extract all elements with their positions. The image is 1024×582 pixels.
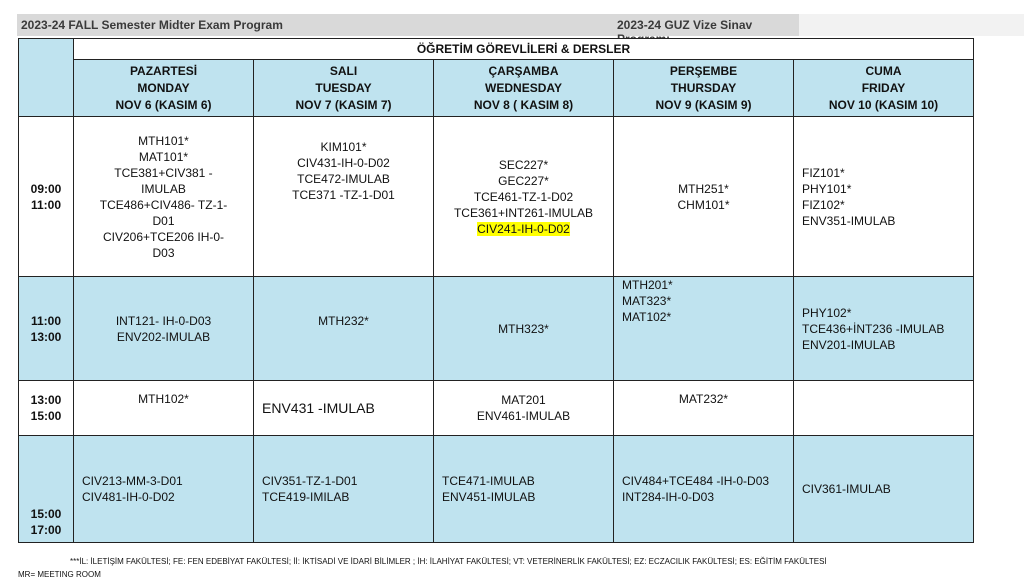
exam-cell-friday-0900: FIZ101* PHY101* FIZ102* ENV351-IMULAB — [794, 117, 974, 277]
day-header-wednesday: ÇARŞAMBA WEDNESDAY NOV 8 ( KASIM 8) — [434, 60, 614, 117]
time-cell: 15:00 17:00 — [19, 436, 74, 543]
exam-cell-tuesday-1100: MTH232* — [254, 277, 434, 381]
slot-row-1500 — [19, 436, 974, 543]
exam-cell-thursday-1300: MAT232* — [614, 381, 794, 436]
exam-schedule-table — [18, 38, 974, 543]
exam-cell-friday-1500: CIV361-IMULAB — [794, 436, 974, 543]
day-header-friday: CUMA FRIDAY NOV 10 (KASIM 10) — [794, 60, 974, 117]
title-bar-extension — [799, 14, 1024, 36]
exam-cell-thursday-0900: MTH251* CHM101* — [614, 117, 794, 277]
exam-cell-wednesday-0900: SEC227* GEC227* TCE461-TZ-1-D02 TCE361+INT261-IMULAB CIV241-IH-0-D02 — [434, 117, 614, 277]
day-header-tuesday: SALI TUESDAY NOV 7 (KASIM 7) — [254, 60, 434, 117]
slot-row-1300 — [19, 381, 974, 436]
exam-cell-tuesday-0900: KIM101* CIV431-IH-0-D02 TCE472-IMULAB TCE371 -TZ-1-D01 — [254, 117, 434, 277]
title-bar — [17, 14, 799, 36]
time-cell: 11:00 13:00 — [19, 277, 74, 381]
program-title-tr: 2023-24 GUZ Vize Sinav — [617, 18, 753, 32]
meeting-room-note: MR= MEETING ROOM — [18, 570, 101, 579]
exam-cell-friday-1300 — [794, 381, 974, 436]
time-cell: 09:00 11:00 — [19, 117, 74, 277]
day-header-monday: PAZARTESİ MONDAY NOV 6 (KASIM 6) — [74, 60, 254, 117]
day-header-row — [19, 60, 974, 117]
exam-cell-monday-1500: CIV213-MM-3-D01 CIV481-IH-0-D02 — [74, 436, 254, 543]
exam-cell-wednesday-1500: TCE471-IMULAB ENV451-IMULAB — [434, 436, 614, 543]
exam-cell-friday-1100: PHY102* TCE436+İNT236 -IMULAB ENV201-IMULAB — [794, 277, 974, 381]
exam-cell-monday-1100: INT121- IH-0-D03 ENV202-IMULAB — [74, 277, 254, 381]
faculty-legend: ***İL: İLETİŞİM FAKÜLTESİ; FE: FEN EDEBİYAT FAKÜLTESİ; İİ: İKTİSADİ VE İDARİ BİLİMLER ; İH: İLAHİYAT FAKÜLTESİ; VT: VETERİNERLİK FAKÜLTESİ; EZ: ECZACILIK FAKÜLTESİ; ES: EĞİTİM FAKÜLTESİ — [70, 557, 827, 566]
slot-row-0900 — [19, 117, 974, 277]
exam-cell-wednesday-1300: MAT201 ENV461-IMULAB — [434, 381, 614, 436]
day-header-thursday: PERŞEMBE THURSDAY NOV 9 (KASIM 9) — [614, 60, 794, 117]
program-title-en: 2023-24 FALL Semester Midter Exam Program — [21, 18, 283, 32]
exam-cell-thursday-1100: MTH201* MAT323* MAT102* — [614, 277, 794, 381]
highlighted-exam: CIV241-IH-0-D02 — [477, 221, 570, 236]
table-title: ÖĞRETİM GÖREVLİLERİ & DERSLER — [74, 39, 974, 60]
exam-cell-wednesday-1100: MTH323* — [434, 277, 614, 381]
exam-cell-tuesday-1500: CIV351-TZ-1-D01 TCE419-IMILAB — [254, 436, 434, 543]
slot-row-1100 — [19, 277, 974, 381]
time-cell: 13:00 15:00 — [19, 381, 74, 436]
exam-cell-tuesday-1300: ENV431 -IMULAB — [254, 381, 434, 436]
exam-cell-monday-1300: MTH102* — [74, 381, 254, 436]
exam-cell-thursday-1500: CIV484+TCE484 -IH-0-D03 INT284-IH-0-D03 — [614, 436, 794, 543]
corner-cell — [19, 39, 74, 117]
exam-cell-monday-0900: MTH101* MAT101* TCE381+CIV381 - IMULAB TCE486+CIV486- TZ-1- D01 CIV206+TCE206 IH-0- D03 — [74, 117, 254, 277]
